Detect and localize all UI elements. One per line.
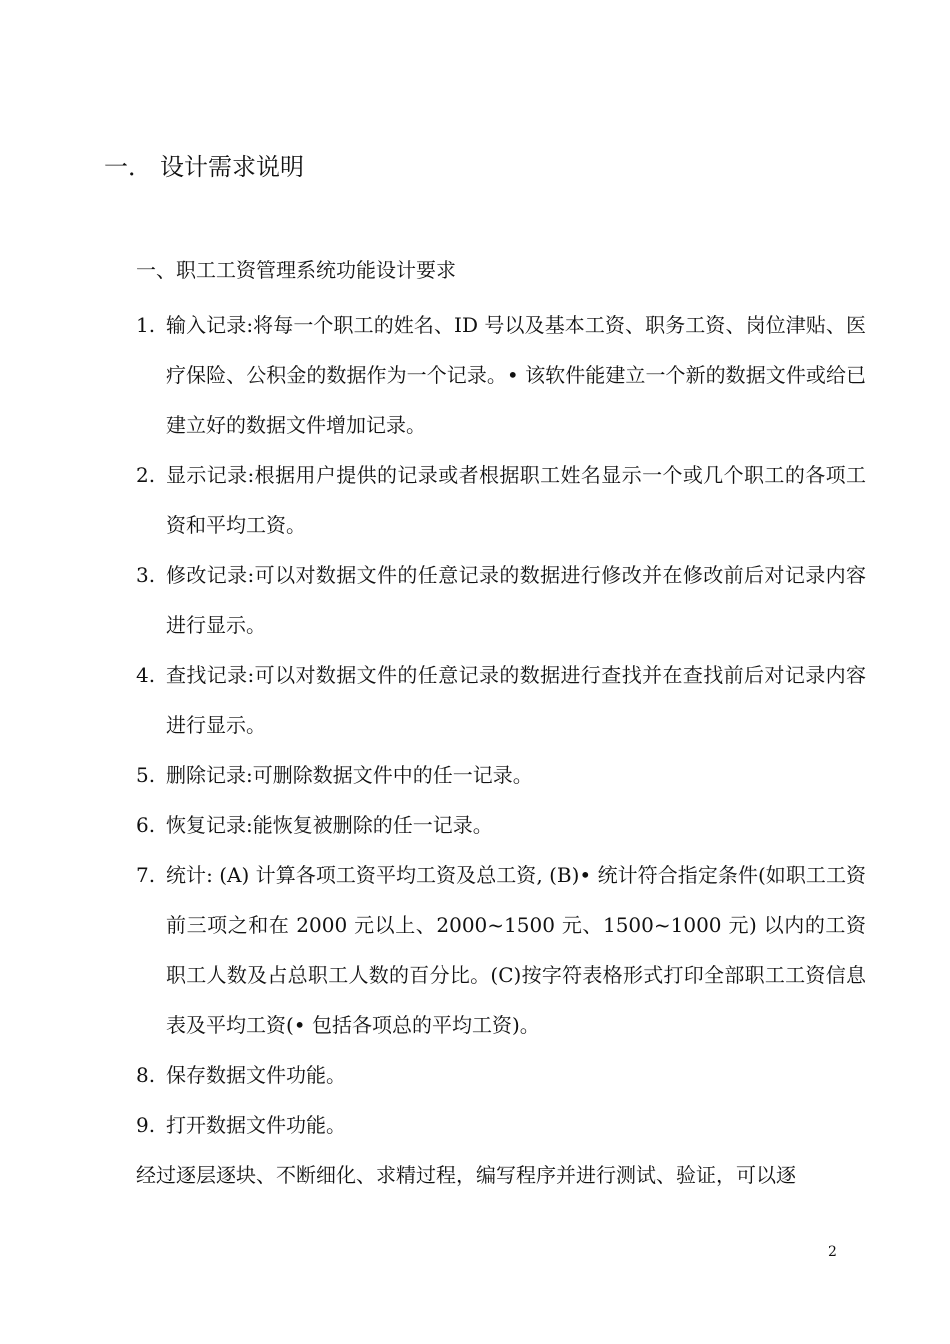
list-item — [136, 1100, 866, 1150]
list-item-number: 4. — [136, 663, 156, 687]
list-item-text: 保存数据文件功能。 — [166, 1063, 346, 1087]
list-item-number: 7. — [136, 863, 156, 887]
section-heading — [104, 150, 304, 184]
list-item-number: 2. — [136, 463, 156, 487]
list-item-number: 5. — [136, 763, 156, 787]
closing-paragraph: 经过逐层逐块、不断细化、求精过程，编写程序并进行测试、验证，可以逐 — [136, 1163, 796, 1187]
subsection-heading: 一、职工工资管理系统功能设计要求 — [136, 258, 456, 282]
list-item — [136, 450, 866, 550]
list-item — [136, 1050, 866, 1100]
list-item-number: 3. — [136, 563, 156, 587]
list-item — [136, 300, 866, 450]
list-item-text: 显示记录:根据用户提供的记录或者根据职工姓名显示一个或几个职工的各项工资和平均工资。 — [166, 463, 866, 537]
list-item-text: 统计: (A) 计算各项工资平均工资及总工资, (B)• 统计符合指定条件(如职工工资前三项之和在 2000 元以上、2000~1500 元、1500~1000 元) 以内的工资职工人数及占总职工人数的百分比。(C)按字符表格形式打印全部职工工资信息表及平均工资(• 包括各项总的平均工资)。 — [166, 863, 866, 1037]
list-item-text: 删除记录:可删除数据文件中的任一记录。 — [166, 763, 533, 787]
list-item — [136, 800, 866, 850]
list-item — [136, 750, 866, 800]
section-title: 设计需求说明 — [160, 153, 304, 181]
requirements-list — [136, 300, 866, 1200]
list-item-number: 8. — [136, 1063, 156, 1087]
list-item-text: 恢复记录:能恢复被删除的任一记录。 — [166, 813, 493, 837]
list-item-text: 查找记录:可以对数据文件的任意记录的数据进行查找并在查找前后对记录内容进行显示。 — [166, 663, 866, 737]
list-item-number: 9. — [136, 1113, 156, 1137]
list-item — [136, 850, 866, 1050]
page-number: 2 — [828, 1244, 837, 1260]
list-item-number: 6. — [136, 813, 156, 837]
list-item-text: 输入记录:将每一个职工的姓名、ID 号以及基本工资、职务工资、岗位津贴、医疗保险、公积金的数据作为一个记录。• 该软件能建立一个新的数据文件或给已建立好的数据文件增加记录。 — [166, 313, 866, 437]
list-item-text: 打开数据文件功能。 — [166, 1113, 346, 1137]
list-item — [136, 650, 866, 750]
section-number: 一． — [104, 153, 152, 181]
list-item-text: 修改记录:可以对数据文件的任意记录的数据进行修改并在修改前后对记录内容进行显示。 — [166, 563, 866, 637]
list-item — [136, 550, 866, 650]
list-item-number: 1. — [136, 313, 156, 337]
